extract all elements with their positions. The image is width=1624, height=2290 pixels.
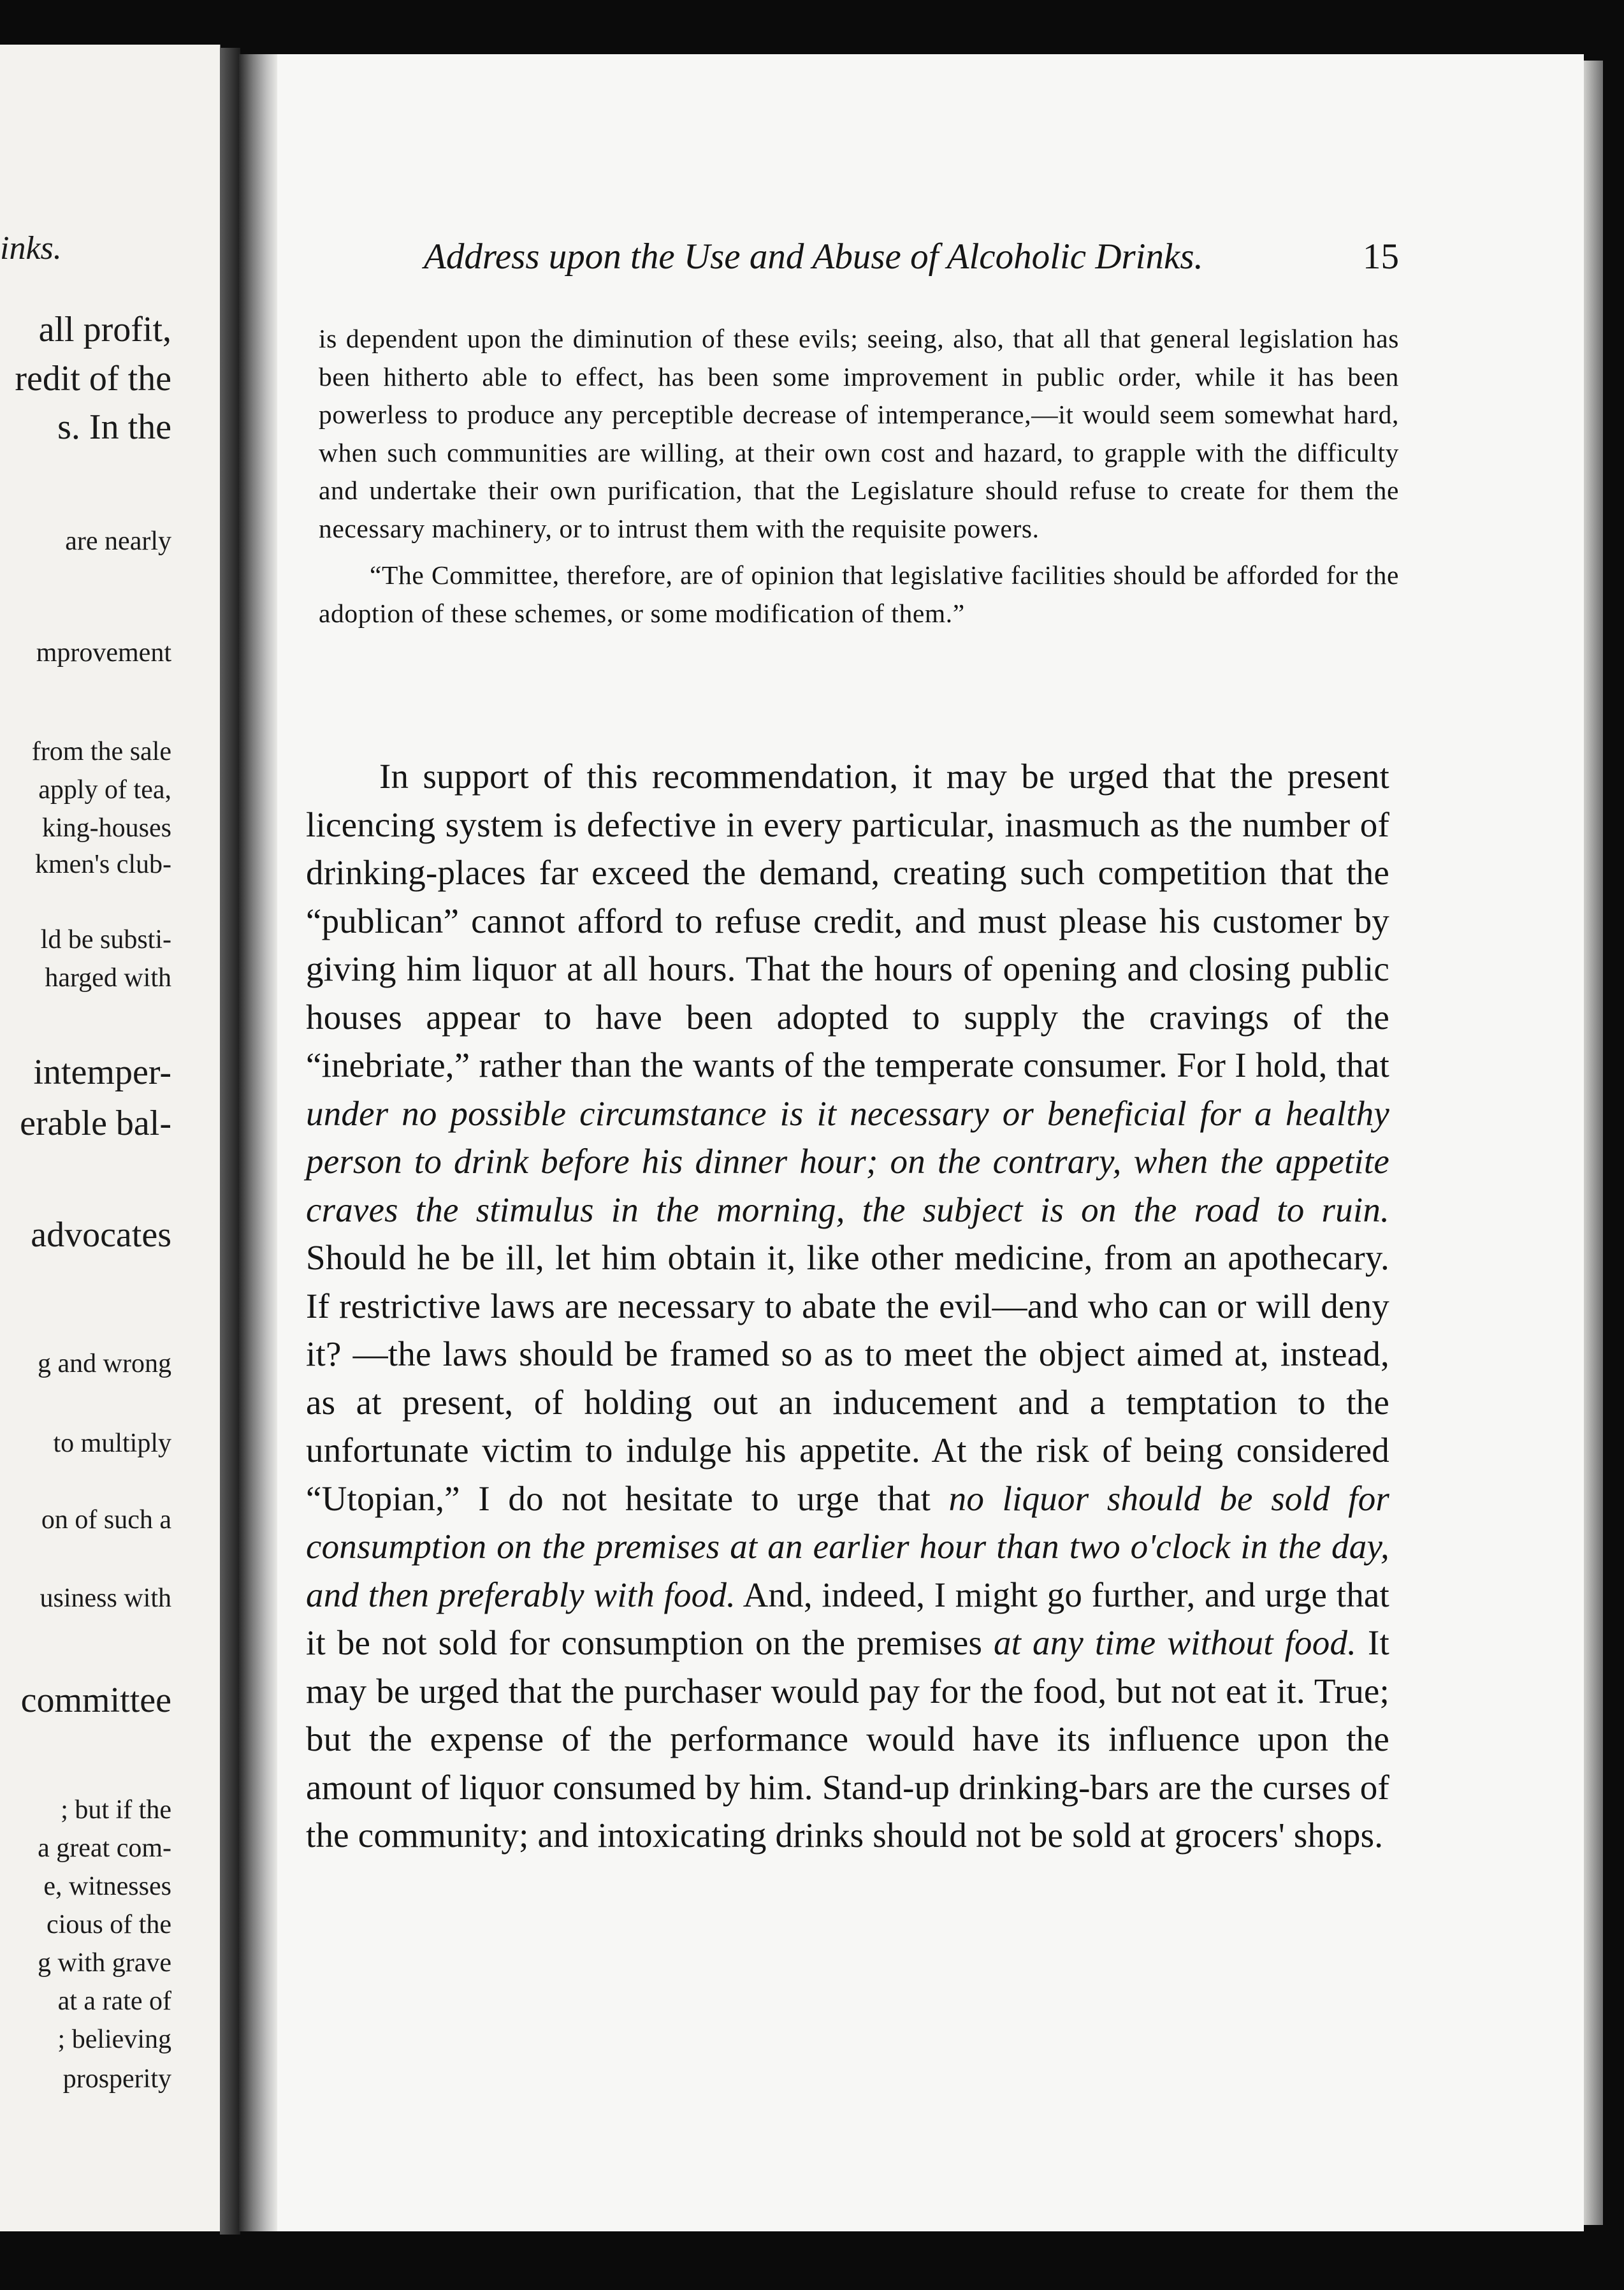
left-page-line: ld be substi-: [40, 925, 171, 954]
running-head: Address upon the Use and Abuse of Alcoholic Drinks.: [424, 237, 1203, 277]
body-text-italic: at any time without food.: [993, 1623, 1357, 1662]
left-page-line: s. In the: [57, 407, 171, 447]
quoted-committee-report: [319, 320, 1399, 632]
body-text-run: In support of this recommendation, it may be urged that the present licencing system is defective in every particular, inasmuch as the number of drinking-places far exceed the demand, creating such competition that the “publican” cannot afford to refuse credit, and must please his customer by giving him liquor at all hours. That the hours of opening and closing public houses appear to have been adopted to supply the cravings of the “inebriate,” rather than the wants of the temperate consumer. For I hold, that: [306, 757, 1389, 1084]
left-page-line: mprovement: [36, 638, 171, 667]
left-page-line: apply of tea,: [38, 775, 171, 805]
body-text-run: And, indeed, I might go further, and urge that it be not sold for consumption on the premises: [306, 1575, 1389, 1662]
body-text: [306, 752, 1389, 1860]
left-page-line: kmen's club-: [34, 850, 171, 879]
left-page-line: g and wrong: [38, 1349, 171, 1378]
left-page-line: erable bal-: [20, 1104, 171, 1143]
left-page-line: intemper-: [33, 1053, 171, 1092]
left-page-line: all profit,: [38, 310, 171, 349]
left-page-line: advocates: [31, 1215, 171, 1255]
left-page-line: from the sale: [31, 737, 171, 766]
left-page-line: at a rate of: [57, 1987, 171, 2016]
left-page-line: g with grave: [38, 1948, 171, 1978]
left-page-line: to multiply: [53, 1429, 171, 1458]
body-text-run: Should he be ill, let him obtain it, like other medicine, from an apothecary. If restrictive laws are necessary to abate the evil—and who can or will deny it? —the laws should be framed so as to meet the object aimed at, instead, as at present, of holding out an inducement and a temptation to the unfortunate victim to indulge his appetite. At the risk of being considered “Utopian,” I do not hesitate to urge that: [306, 1238, 1389, 1518]
quote-paragraph: is dependent upon the diminution of these evils; seeing, also, that all that general legislation has been hitherto able to effect, has been some improvement in public order, while it has been powerless to produce any perceptible decrease of intemperance,—it would seem somewhat hard, when such communities are willing, at their own cost and hazard, to grapple with the difficulty and undertake their own purification, that the Legislature should refuse to create for them the necessary machinery, or to intrust them with the requisite powers.: [319, 324, 1399, 543]
left-page-line: ; believing: [57, 2025, 171, 2054]
left-page-line: ; but if the: [61, 1795, 171, 1825]
left-page-line: redit of the: [15, 359, 171, 398]
left-page-line: usiness with: [40, 1584, 171, 1613]
left-page-line: on of such a: [41, 1505, 171, 1535]
left-page-header-fragment: inks.: [0, 230, 62, 266]
left-page-line: a great com-: [38, 1834, 171, 1863]
left-page-line: are nearly: [65, 527, 171, 556]
left-page-line: prosperity: [62, 2064, 171, 2094]
body-text-italic: no liquor should be sold for consumption on the premises at an earlier hour than two o'clock in the day, and then preferably with food.: [306, 1478, 1390, 1614]
page-number: 15: [1363, 237, 1399, 277]
facing-page-left: [0, 45, 221, 2231]
left-page-line: cious of the: [47, 1910, 171, 1939]
page-edge: [1584, 61, 1603, 2225]
body-text-run: It may be urged that the purchaser would pay for the food, but not eat it. True; but the expense of the performance would have its influence upon the amount of liquor consumed by him. Stand-up drinking-bars are the curses of the community; and intoxicating drinks should not be sold at grocers' shops.: [306, 1623, 1390, 1855]
left-page-line: harged with: [45, 963, 171, 993]
quote-paragraph: “The Committee, therefore, are of opinion that legislative facilities should be afforded for the adoption of these schemes, or some modification of them.”: [319, 560, 1399, 628]
gutter-shadow: [239, 54, 277, 2231]
book-spine-shadow: [220, 48, 240, 2235]
left-page-line: e, witnesses: [43, 1872, 171, 1901]
left-page-line: committee: [20, 1681, 171, 1720]
left-page-line: king-houses: [42, 813, 171, 843]
body-paragraph: [306, 752, 1389, 1860]
body-text-italic: under no possible circumstance is it necessary or beneficial for a healthy person to drink before his dinner hour; on the contrary, when the appetite craves the stimulus in the morning, the subject is on the road to ruin.: [306, 1093, 1389, 1229]
